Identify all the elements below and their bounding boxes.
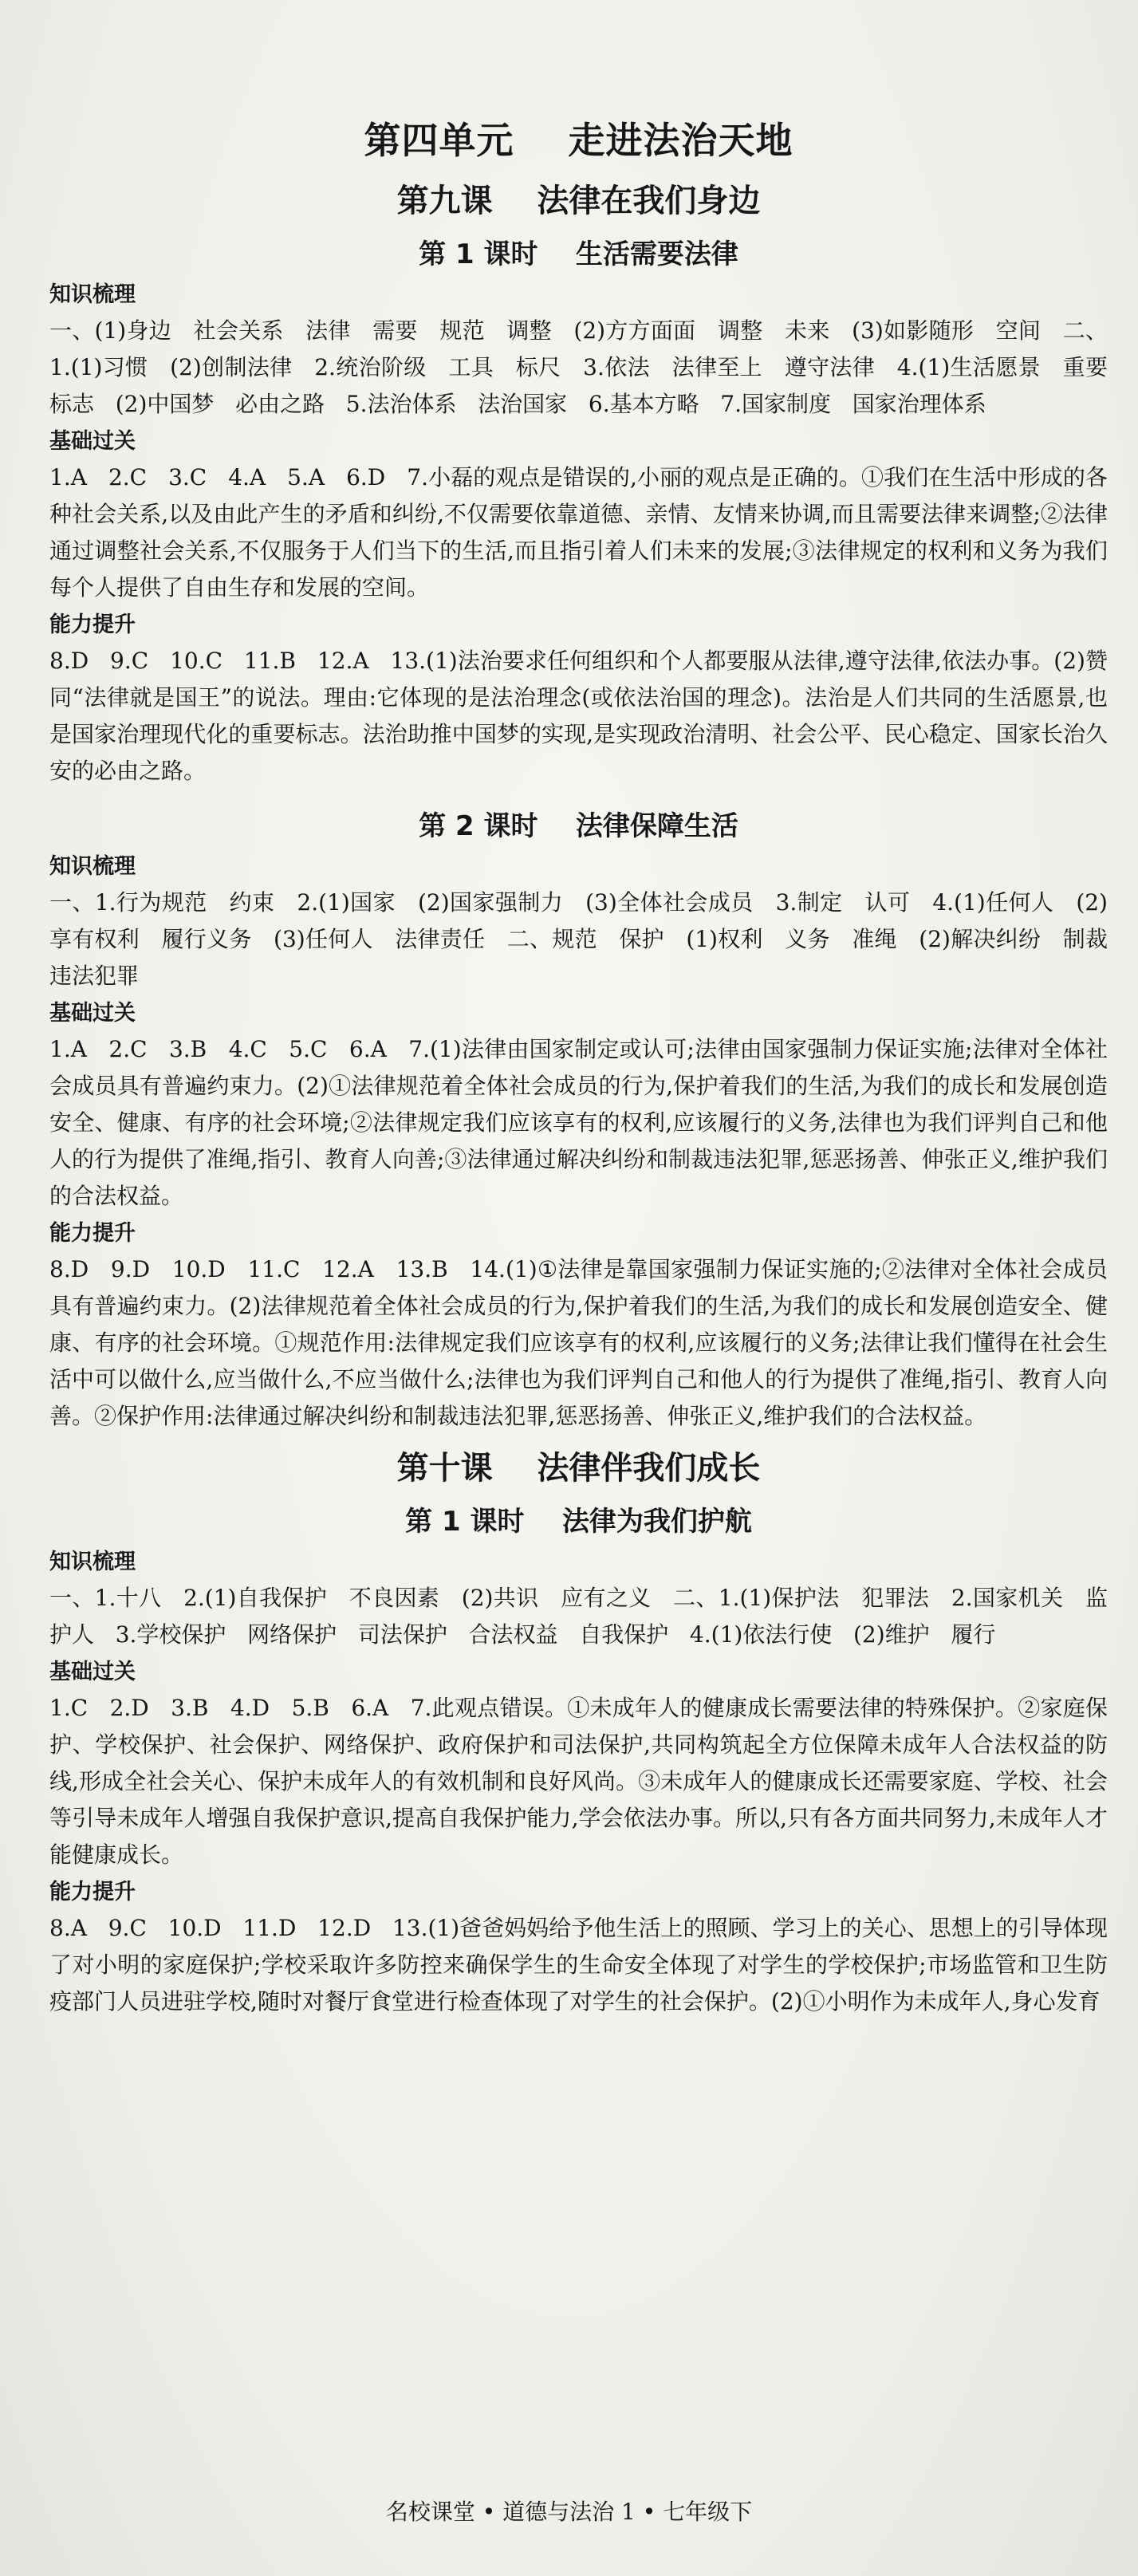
section-heading: 能力提升 — [49, 1221, 136, 1246]
section-heading: 能力提升 — [49, 612, 136, 637]
lesson-title-9: 第九课 法律在我们身边 — [396, 183, 761, 219]
section-heading: 知识梳理 — [49, 854, 136, 879]
lesson-title-10: 第十课 法律伴我们成长 — [396, 1450, 761, 1487]
section-text: 一、1.十八 2.(1)自我保护 不良因素 (2)共识 应有之义 二、1.(1)保护法 犯罪法 2.国家机关 监护人 3.学校保护 网络保护 司法保护 合法权益 自我保护 4.(1)依法行使 (2)维护 履行 — [49, 1585, 1108, 1648]
section-text: 8.D 9.D 10.D 11.C 12.A 13.B 14.(1)①法律是靠国家强制力保证实施的;②法律对全体社会成员具有普遍约束力。(2)法律规范着全体社会成员的行为,保护着我们的生活,为我们的成长和发展创造安全、健康、有序的社会环境。①规范作用:法律规定我们应该享有的权利,应该履行的义务;法律让我们懂得在社会生活中可以做什么,应当做什么,不应当做什么;法律也为我们评判自己和他人的行为提供了准绳,指引、教育人向善。②保护作用:法律通过解决纠纷和制裁违法犯罪,惩恶扬善、伸张正义,维护我们的合法权益。 — [49, 1256, 1108, 1429]
section-heading: 基础过关 — [49, 1660, 136, 1684]
section-text: 1.A 2.C 3.B 4.C 5.C 6.A 7.(1)法律由国家制定或认可;法律由国家强制力保证实施;法律对全体社会成员具有普遍约束力。(2)①法律规范着全体社会成员的行为,保护着我们的生活,为我们的成长和发展创造安全、健康、有序的社会环境;②法律规定我们应该享有的权利,应该履行的义务,法律也为我们评判自己和他人的行为提供了准绳,指引、教育人向善;③法律通过解决纠纷和制裁违法犯罪,惩恶扬善、伸张正义,维护我们的合法权益。 — [49, 1036, 1108, 1209]
unit-title: 第四单元 走进法治天地 — [364, 119, 793, 162]
section-heading: 知识梳理 — [49, 282, 136, 307]
section-text: 1.C 2.D 3.B 4.D 5.B 6.A 7.此观点错误。①未成年人的健康成长需要法律的特殊保护。②家庭保护、学校保护、社会保护、网络保护、政府保护和司法保护,共同构筑起全方位保障未成年人合法权益的防线,形成全社会关心、保护未成年人的有效机制和良好风尚。③未成年人的健康成长还需要家庭、学校、社会等引导未成年人增强自我保护意识,提高自我保护能力,学会依法办事。所以,只有各方面共同努力,未成年人才能健康成长。 — [49, 1695, 1108, 1868]
section-text: 一、1.行为规范 约束 2.(1)国家 (2)国家强制力 (3)全体社会成员 3.制定 认可 4.(1)任何人 (2)享有权利 履行义务 (3)任何人 法律责任 二、规范 保护 (1)权利 义务 准绳 (2)解决纠纷 制裁违法犯罪 — [49, 889, 1108, 989]
section-text: 1.A 2.C 3.C 4.A 5.A 6.D 7.小磊的观点是错误的,小丽的观点是正确的。①我们在生活中形成的各种社会关系,以及由此产生的矛盾和纠纷,不仅需要依靠道德、亲情、友情来协调,而且需要法律来调整;②法律通过调整社会关系,不仅服务于人们当下的生活,而且指引着人们未来的发展;③法律规定的权利和义务为我们每个人提供了自由生存和发展的空间。 — [49, 464, 1108, 601]
section-text: 8.A 9.C 10.D 11.D 12.D 13.(1)爸爸妈妈给予他生活上的照顾、学习上的关心、思想上的引导体现了对小明的家庭保护;学校采取许多防控来确保学生的生命安全体现了对学生的学校保护;市场监管和卫生防疫部门人员进驻学校,随时对餐厅食堂进行检查体现了对学生的社会保护。(2)①小明作为未成年人,身心发育 — [49, 1915, 1108, 2015]
section-heading: 基础过关 — [49, 1001, 136, 1026]
section-heading: 知识梳理 — [49, 1550, 136, 1574]
section-text: 8.D 9.C 10.C 11.B 12.A 13.(1)法治要求任何组织和个人都要服从法律,遵守法律,依法办事。(2)赞同“法律就是国王”的说法。理由:它体现的是法治理念(或依法治国的理念)。法治是人们共同的生活愿景,也是国家治理现代化的重要标志。法治助推中国梦的实现,是实现政治清明、社会公平、民心稳定、国家长治久安的必由之路。 — [49, 648, 1108, 784]
section-heading: 能力提升 — [49, 1880, 136, 1904]
period-title-9-1: 第 1 课时 生活需要法律 — [419, 238, 738, 270]
period-title-10-1: 第 1 课时 法律为我们护航 — [405, 1506, 752, 1538]
page-footer: 名校课堂 • 道德与法治 1 • 七年级下 — [385, 2499, 753, 2525]
section-text: 一、(1)身边 社会关系 法律 需要 规范 调整 (2)方方面面 调整 未来 (3)如影随形 空间 二、1.(1)习惯 (2)创制法律 2.统治阶级 工具 标尺 3.依法 法律至上 遵守法律 4.(1)生活愿景 重要标志 (2)中国梦 必由之路 5.法治体系 法治国家 6.基本方略 7.国家制度 国家治理体系 — [49, 317, 1108, 417]
section-heading: 基础过关 — [49, 429, 136, 454]
period-title-9-2: 第 2 课时 法律保障生活 — [419, 810, 738, 842]
